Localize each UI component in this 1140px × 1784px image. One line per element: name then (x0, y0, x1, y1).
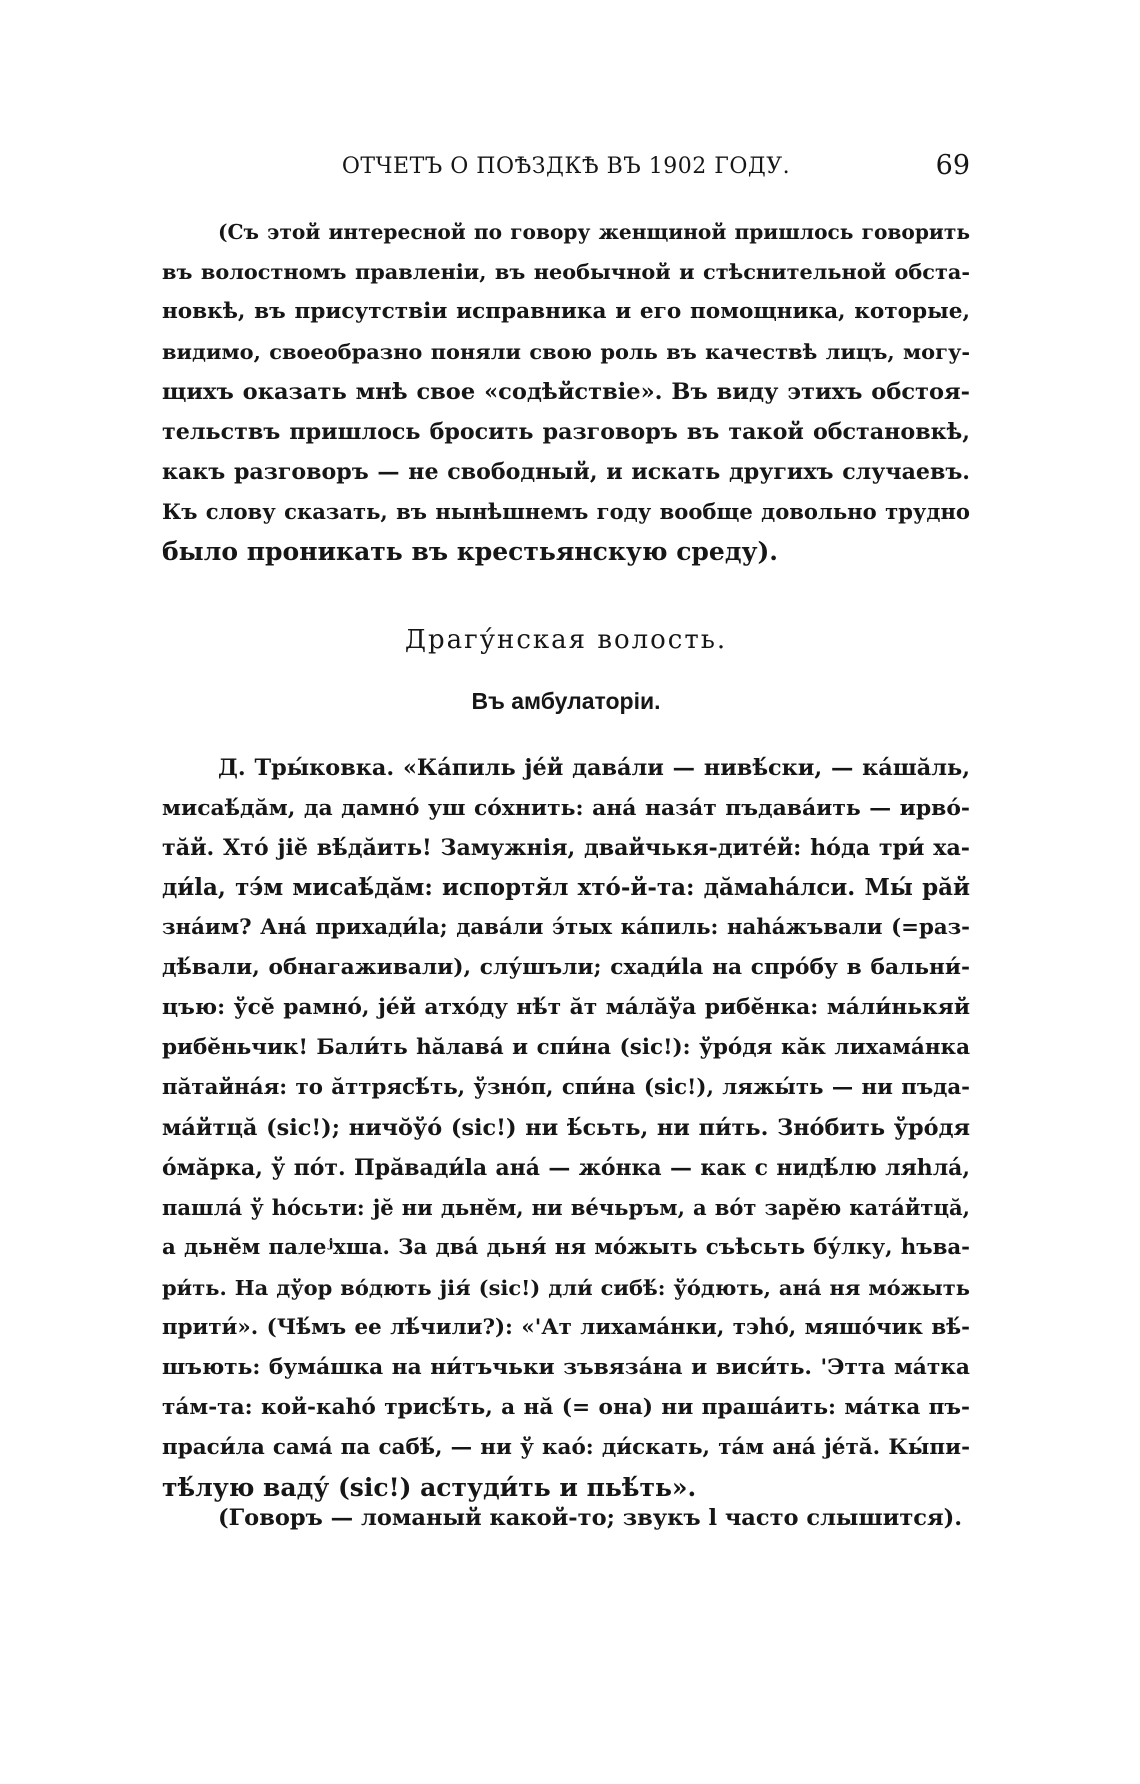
subsection-title: Въ амбулаторіи. (471, 688, 661, 714)
text-line: а дьнӗм палеʲхша. За два́ дьня́ ня мо́жыть съѣсьть бу́лку, һъва- (162, 1235, 970, 1260)
text-line: праси́ла сама́ па сабѣ́, — ни ў као́: ди́скать, та́м ана́ jе́тӑ. Кы́пи- (162, 1435, 970, 1460)
text-line: ри́ть. На дўор во́дють jiя́ (sic!) дли́ сибѣ́: ўо́дють, ана́ ня мо́жыть (162, 1275, 970, 1300)
page-number: 69 (935, 150, 970, 181)
text-line: Д. Тры́ковка. «Ка́пиль jе́й дава́ли — нивѣ́ски, — ка́шӑль, (218, 755, 970, 781)
text-line: рибӗньчик! Бали́ть һӑлава́ и спи́на (sic!): ўро́дя кӑк лихама́нка (162, 1035, 970, 1060)
text-line: Къ слову сказать, въ нынѣшнемъ году вообще довольно трудно (162, 499, 970, 524)
text-line: та́м-та: кой-каһо́ трисѣ́ть, а нӑ (= она) ни праша́ить: ма́тка пъ- (162, 1395, 970, 1420)
main-paragraph (162, 748, 970, 1508)
text-line: пӑтайна́я: то ӑттрясѣ́ть, ўзно́п, спи́на (sic!), ляжы́ть — ни пъда- (162, 1075, 970, 1100)
text-line: дѣ́вали, обнагаживали), слу́шъли; схади́la на спро́бу в бальни́- (162, 955, 970, 980)
running-head (162, 150, 970, 184)
text-line: тельствъ пришлось бросить разговоръ въ такой обстановкѣ, (162, 419, 970, 445)
text-line: тӑй. Хто́ jiӗ вѣ́дӑить! Замужнія, двайчькя-дите́й: һо́да три́ ха- (162, 835, 970, 861)
text-line: пашла́ ў һо́сьти: jӗ ни дьнӗм, ни ве́чьръм, а во́т зарӗю ката́йтцӑ, (162, 1195, 970, 1220)
text-line: о́мӑрка, ў по́т. Прӑвади́la ана́ — жо́нка — как с нидѣ́лю ляһла́, (162, 1155, 970, 1181)
section-title: Драгу́нская волость. (404, 625, 728, 655)
text-line: ди́la, тэ́м мисаѣ́дӑм: испортя̆л хто́-й-та: дӑмаһа́лси. Мы́ рӑй (162, 874, 970, 901)
text-line: (Говоръ — ломаный какой-то; звукъ l часто слышится). (218, 1505, 963, 1531)
text-line: прити́». (Чѣ́мъ ее лѣ́чили?): «'Ат лихама́нки, тэһо́, мяшо́чик вѣ́- (162, 1315, 970, 1340)
text-line: щихъ оказать мнѣ свое «содѣйствіе». Въ виду этихъ обстоя- (162, 379, 970, 405)
closing-paragraph (162, 1498, 970, 1538)
intro-paragraph (162, 212, 970, 572)
text-line: новкѣ, въ присутствіи исправника и его помощника, которые, (162, 299, 970, 324)
text-line: цъю: ўсӗ рамно́, jе́й атхо́ду нѣ́т ӑт ма́лӑўа рибӗнка: ма́ли́нькяй (162, 995, 970, 1020)
text-line: было проникать въ крестьянскую среду). (162, 537, 779, 566)
text-line: какъ разговоръ — не свободный, и искать другихъ случаевъ. (162, 459, 970, 485)
running-title: ОТЧЕТЪ О ПОѢЗДКѢ ВЪ 1902 ГОДУ. (341, 154, 791, 179)
text-line: ма́йтцӑ (sic!); ничо̆ўо́ (sic!) ни ѣ́сьть, ни пи́ть. Зно́бить ўро́дя (162, 1115, 970, 1141)
text-line: (Съ этой интересной по говору женщиной пришлось говорить (218, 220, 970, 244)
text-line: шъють: бума́шка на ни́тъчьки зъвяза́на и виси́ть. 'Этта ма́тка (162, 1355, 970, 1380)
text-line: видимо, своеобразно поняли свою роль въ качествѣ лицъ, могу- (162, 339, 970, 364)
text-line: тѣ́лую ваду́ (sic!) астуди́ть и пьѣ́ть». (162, 1473, 697, 1502)
text-line: мисаѣ́дӑм, да дамно́ уш со́хнить: ана́ наза́т пъдава́ить — ирво́- (162, 795, 970, 821)
text-line: въ волостномъ правленіи, въ необычной и стѣснительной обста- (162, 259, 970, 284)
text-line: зна́им? Ана́ прихади́la; дава́ли э́тых ка́пиль: наһа́жъвали (=раз- (162, 915, 970, 940)
